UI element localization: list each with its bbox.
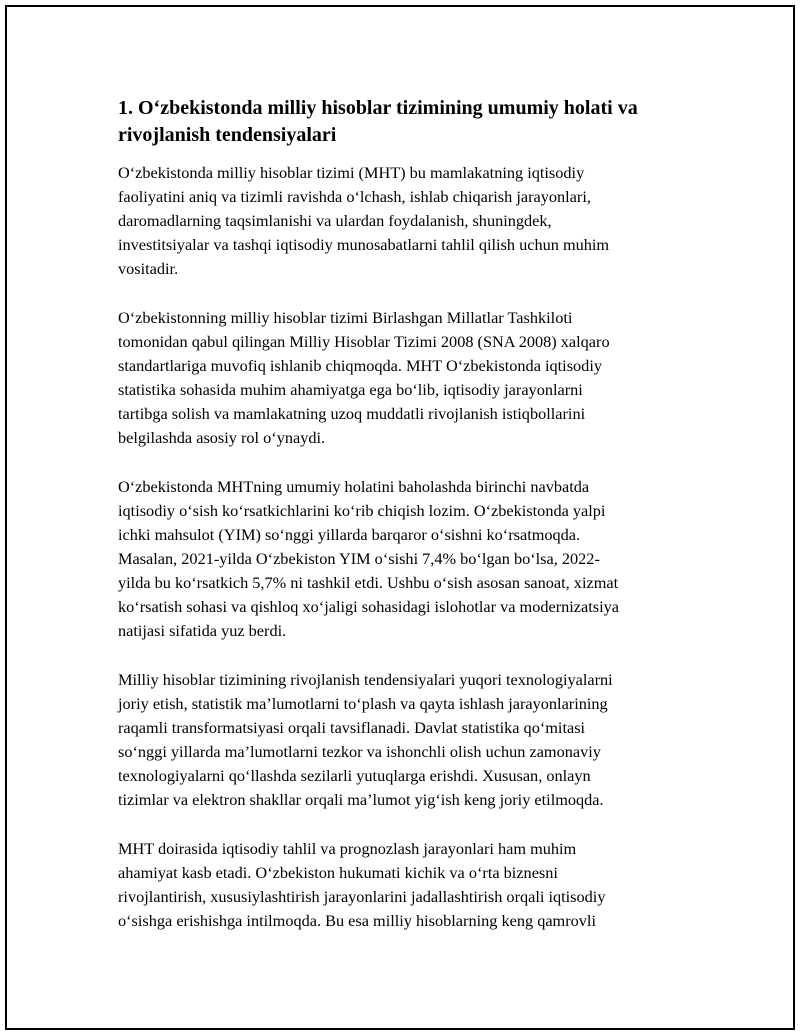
paragraph-1: O‘zbekistonda milliy hisoblar tizimi (MHT) bu mamlakatning iqtisodiy faoliyatini aniq va tizimli ravishda o‘lchash, ishlab chiqarish jarayonlari, daromadlarning taqsimlanishi va ulardan foydalanish, shuningdek, investitsiyalar va tashqi iqtisodiy munosabatlarni tahlil qilish uchun muhim vositadir. bbox=[118, 163, 610, 278]
paragraph-2: O‘zbekistonning milliy hisoblar tizimi Birlashgan Millatlar Tashkiloti tomonidan qabul qilingan Milliy Hisoblar Tizimi 2008 (SNA 2008) xalqaro standartlariga muvofiq ishlanib chiqmoqda. MHT O‘zbekistonda iqtisodiy statistika sohasida muhim ahamiyatga ega bo‘lib, iqtisodiy jarayonlarni tartibga solish va mamlakatning uzoq muddatli rivojlanish istiqbollarini belgilashda asosiy rol o‘ynaydi. bbox=[118, 308, 610, 447]
paragraph-4: Milliy hisoblar tizimining rivojlanish tendensiyalari yuqori texnologiyalarni joriy etish, statistik ma’lumotlarni to‘plash va qayta ishlash jarayonlarining raqamli transformatsiyasi orqali tavsiflanadi. Davlat statistika qo‘mitasi so‘nggi yillarda ma’lumotlarni tezkor va ishonchli olish uchun zamonaviy texnologiyalarni qo‘llashda sezilarli yutuqlarga erishdi. Xususan, onlayn tizimlar va elektron shakllar orqali ma’lumot yig‘ish keng joriy etilmoqda. bbox=[118, 670, 613, 809]
paragraph-5: MHT doirasida iqtisodiy tahlil va prognozlash jarayonlari ham muhim ahamiyat kasb etadi. O‘zbekiston hukumati kichik va o‘rta biznesni rivojlantirish, xususiylashtirish jarayonlarini jadallashtirish orqali iqtisodiy o‘sishga erishishga intilmoqda. Bu esa milliy hisoblarning keng qamrovli bbox=[118, 839, 606, 930]
document-content bbox=[118, 95, 703, 958]
section-heading: 1. O‘zbekistonda milliy hisoblar tizimining umumiy holati va rivojlanish tendensiyalari bbox=[118, 97, 638, 146]
document-page bbox=[5, 5, 795, 1030]
paragraph-3: O‘zbekistonda MHTning umumiy holatini baholashda birinchi navbatda iqtisodiy o‘sish ko‘rsatkichlarini ko‘rib chiqish lozim. O‘zbekistonda yalpi ichki mahsulot (YIM) so‘nggi yillarda barqaror o‘sishni ko‘rsatmoqda. Masalan, 2021-yilda O‘zbekiston YIM o‘sishi 7,4% bo‘lgan bo‘lsa, 2022- yilda bu ko‘rsatkich 5,7% ni tashkil etdi. Ushbu o‘sish asosan sanoat, xizmat ko‘rsatish sohasi va qishloq xo‘jaligi sohasidagi islohotlar va modernizatsiya natijasi sifatida yuz berdi. bbox=[118, 477, 620, 640]
